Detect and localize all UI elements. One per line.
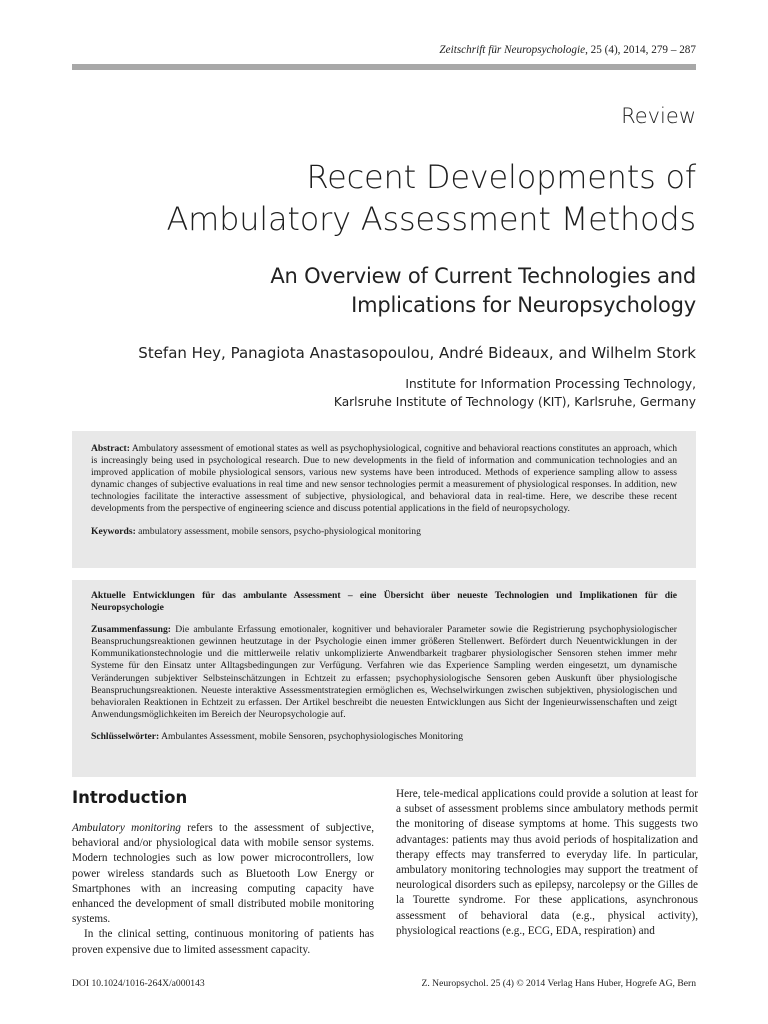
article-subtitle	[72, 262, 696, 320]
schluesselwoerter-list: Ambulantes Assessment, mobile Sensoren, psychophysiologisches Monitoring	[161, 730, 464, 742]
article-type: Review	[621, 104, 696, 128]
paragraph-2: In the clinical setting, continuous monitoring of patients has proven expensive due to limited assessment capacity.	[72, 928, 374, 956]
journal-citation	[439, 44, 696, 56]
zusammenfassung-label: Zusammenfassung:	[91, 624, 171, 636]
keywords	[91, 526, 677, 538]
doi: DOI 10.1024/1016-264X/a000143	[72, 978, 205, 989]
title-line-1: Recent Developments of	[306, 158, 696, 196]
body-column-left	[72, 787, 374, 958]
paragraph-1-text: refers to the assessment of subjective, behavioral and/or physiological data with mobile sensor systems. Modern technologies such as low power microcontrollers, low power wireless standards such as Bluetooth Low Energy or Smartphones with an increasing computing capacity have enhanced the development of small distributed mobile monitoring systems.	[72, 822, 374, 926]
journal-footer-citation: Z. Neuropsychol. 25 (4) © 2014 Verlag Hans Huber, Hogrefe AG, Bern	[421, 978, 696, 989]
abstract-label: Abstract:	[91, 443, 130, 454]
paragraph-3: Here, tele-medical applications could provide a solution at least for a subset of assessment problems since ambulatory methods permit the monitoring of disease symptoms at home. This suggests two advantages: patients may thus avoid periods of hospitalization and therapy effects may transferred to everyday life. In particular, ambulatory monitoring technologies may support the treatment of neurological disorders such as epilepsy, narcolepsy or the Gilles de la Tourette syndrome. For these applications, asynchronous assessment of behavioral data (e.g., physical activity), physiological reactions (e.g., ECG, EDA, respiration) and	[396, 788, 698, 937]
keywords-list: ambulatory assessment, mobile sensors, psycho-physiological monitoring	[138, 525, 421, 537]
subtitle-line-1: An Overview of Current Technologies and	[270, 264, 696, 288]
body-column-right	[396, 787, 698, 939]
german-title: Aktuelle Entwicklungen für das ambulante Assessment – eine Übersicht über neueste Technologien und Implikationen für die Neuropsychologie	[91, 590, 677, 614]
abstract-box-english	[72, 431, 696, 568]
german-keywords	[91, 731, 677, 743]
affiliation-line-2: Karlsruhe Institute of Technology (KIT), Karlsruhe, Germany	[333, 395, 696, 409]
affiliation	[334, 375, 696, 411]
abstract-box-german	[72, 580, 696, 777]
article-title	[72, 156, 696, 240]
term-ambulatory-monitoring: Ambulatory monitoring	[72, 822, 181, 834]
abstract-body: Ambulatory assessment of emotional states as well as psychophysiological, cognitive and behavioral reactions constitutes an approach, which is increasingly being used in psychological research. Due to new developments in the field of information and communication technologies and an improved application of mobile physiological sensors, various new systems have been introduced. Methods of experience sampling allow to assess dynamic changes of subjective evaluations in real time and new sensor technologies permit a measurement of physiological responses. In addition, new technologies facilitate the interactive assessment of subjective, physiological, and behavioral data in real-time. Here, we describe these recent developments from the perspective of engineering science and discuss potential applications in the field of neuropsychology.	[91, 443, 678, 515]
section-heading-introduction: Introduction	[72, 788, 188, 807]
keywords-label: Keywords:	[91, 525, 136, 537]
paragraph-1	[72, 821, 374, 927]
author-list: Stefan Hey, Panagiota Anastasopoulou, André Bideaux, and Wilhelm Stork	[138, 344, 696, 362]
journal-name: Zeitschrift für Neuropsychologie	[439, 44, 586, 56]
abstract-text	[91, 443, 677, 516]
schluesselwoerter-label: Schlüsselwörter:	[91, 730, 160, 742]
subtitle-line-2: Implications for Neuropsychology	[351, 293, 696, 317]
german-abstract-text	[91, 624, 677, 721]
zusammenfassung-body: Die ambulante Erfassung emotionaler, kognitiver und behavioraler Parameter sowie die Registrierung psychophysiologischer Beanspruchungsreaktionen gewinnen heutzutage in der Psychologie einen immer größeren Stellenwert. Befördert durch Neuentwicklungen in der Kommunikationstechnologie und die mittlerweile relativ unkomplizierte Anwendbarkeit tragbarer physiologischer Sensoren stehen immer mehr Systeme für den Einsatz unter Alltagsbedingungen zur Verfügung. Verfahren wie das Experience Sampling werden eingesetzt, um dynamische Veränderungen subjektiver Selbsteinschätzungen in Echtzeit zu erfassen; psychophysiologische Sensoren geben Auskunft über physiologische Beanspruchungsreaktionen. Neueste interaktive Assessmentstrategien ermöglichen es, Wechselwirkungen zwischen subjektiven, physiologischen und behavioralen Reaktionen in Echtzeit zu erfassen. Der Artikel beschreibt die neuesten Entwicklungen aus Sicht der Ingenieurwissenschaften und zeigt Anwendungsmöglichkeiten im Bereich der Neuropsychologie auf.	[91, 624, 677, 720]
header-rule	[72, 64, 696, 70]
affiliation-line-1: Institute for Information Processing Technology,	[405, 377, 696, 391]
journal-issue: , 25 (4), 2014, 279 – 287	[585, 44, 696, 56]
title-line-2: Ambulatory Assessment Methods	[166, 200, 696, 238]
